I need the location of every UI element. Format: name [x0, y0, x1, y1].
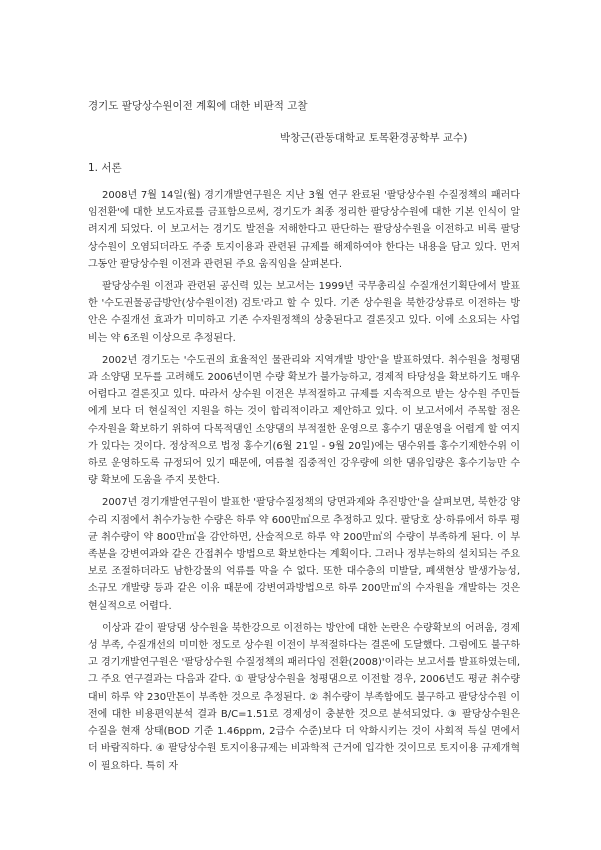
paragraph: 팔당상수원 이전과 관련된 공신력 있는 보고서는 1999년 국무총리실 수질개선기획단에서 발표한 '수도권물공급방안(상수원이전) 검토'라고 할 수 있다. 기존 상수원을 북한강상류로 이전하는 방안은 수질개선 효과가 미미하고 기존 수자원정책의 상충된다고 결론짓고 있다. 이에 소요되는 사업비는 약 6조원 이상으로 추정된다. — [88, 281, 520, 344]
body-text — [88, 187, 520, 780]
author-line: 박창근(관동대학교 토목환경공학부 교수) — [280, 132, 468, 144]
section-heading: 1. 서론 — [88, 162, 122, 174]
paragraph: 2008년 7월 14일(월) 경기개발연구원은 지난 3월 연구 완료된 '팔당상수원 수질정책의 패러다임전환'에 대한 보도자료를 금표함으로써, 경기도가 최종 정리한 팔당상수원에 대한 기본 인식이 알려지게 되었다. 이 보고서는 경기도 발전을 저해한다고 판단하는 팔당상수원을 이전하고 비록 팔당상수원이 오염되더라도 주중 토지이용과 관련된 규제를 해제하여야 한다는 내용을 담고 있다. 먼저 그동안 팔당상수원 이전과 관련된 주요 움직임을 살펴본다. — [88, 190, 520, 270]
paragraph: 이상과 같이 팔당댐 상수원을 북한강으로 이전하는 방안에 대한 논란은 수량확보의 어려움, 경제성 부족, 수질개선의 미미한 정도로 상수원 이전이 부적절하다는 결론에 도달했다. 그럼에도 불구하고 경기개발연구원은 '팔당상수원 수질정책의 패러다임 전환(2008)'이라는 보고서를 발표하였는데, 그 주요 연구결과는 다음과 같다. ① 팔당상수원을 청평댐으로 이전할 경우, 2006년도 평균 취수량 대비 하루 약 230만톤이 부족한 것으로 추정된다. ② 취수량이 부족함에도 불구하고 팔당상수원 이전에 대한 비용편익분석 결과 B/C=1.51로 경제성이 충분한 것으로 분석되었다. ③ 팔당상수원은 수질을 현재 상태(BOD 기준 1.46ppm, 2급수 수준)보다 더 악화시키는 것이 사회적 득실 면에서 더 바람직하다. ④ 팔당상수원 토지이용규제는 비과학적 근거에 입각한 것이므로 토지이용 규제개혁이 필요하다. 특히 자 — [88, 622, 520, 772]
document-title: 경기도 팔당상수원이전 계획에 대한 비판적 고찰 — [88, 100, 308, 112]
paragraph: 2002년 경기도는 '수도권의 효율적인 물관리와 지역개발 방안'을 발표하였다. 취수원을 청평댐과 소양댐 모두를 고려해도 2006년이면 수량 확보가 불가능하고, 경제적 타당성을 확보하기도 매우 어렵다고 결론짓고 있다. 따라서 상수원 이전은 부적절하고 규제를 지속적으로 받는 상수원 주민들에게 보다 더 현실적인 지원을 하는 것이 합리적이라고 제안하고 있다. 이 보고서에서 주목할 점은 수자원을 확보하기 위하여 다목적댐인 소양댐의 부적절한 운영으로 홍수기 댐운영을 어렵게 할 여지가 있다는 것이다. 정상적으로 법정 홍수기(6월 21일 - 9월 20일)에는 댐수위를 홍수기제한수위 이하로 운영하도록 규정되어 있기 때문에, 여름철 집중적인 강우량에 의한 댐유입량은 홍수기능만 수량 확보에 도움을 주지 못한다. — [88, 354, 520, 487]
paragraph: 2007년 경기개발연구원이 발표한 '팔당수질정책의 당면과제와 추진방안'을 살펴보면, 북한강 양수리 지점에서 취수가능한 수량은 하루 약 600만㎥으로 추정하고 있다. 팔당호 상·하류에서 하루 평균 취수량이 약 800만㎥을 감안하면, 산술적으로 하루 약 200만㎥의 수량이 부족하게 된다. 이 부족분을 강변여과와 같은 간접취수 방법으로 확보한다는 계획이다. 그러나 정부는하의 설치되는 주요보로 조절하더라도 남한강물의 억류를 막을 수 없다. 또한 대수층의 미발달, 폐색현상 발생가능성, 소규모 개발량 등과 같은 이유 때문에 강변여과방법으로 하루 200만㎥의 수자원을 개발하는 것은 현실적으로 어렵다. — [88, 497, 520, 612]
